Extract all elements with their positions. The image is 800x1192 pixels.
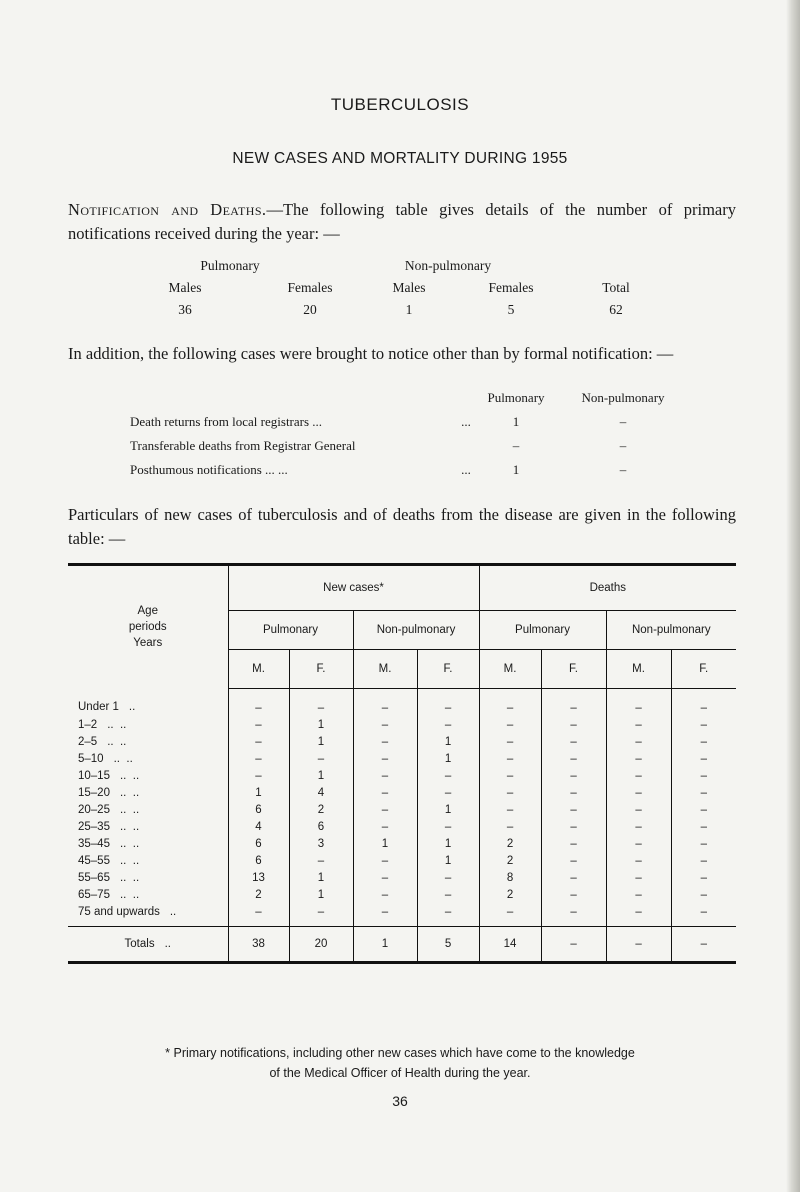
table-cell: – (353, 869, 417, 886)
table-cell: – (606, 886, 671, 903)
age-dots: .. .. (113, 752, 133, 765)
age-dots: .. .. (107, 718, 127, 731)
table-cell: – (479, 716, 541, 733)
other-row-leader: ... (461, 414, 471, 429)
table-cell: – (479, 733, 541, 750)
table-cell: – (289, 750, 353, 767)
age-cell (68, 784, 228, 801)
header-new-nonpulmonary: Non-pulmonary (353, 611, 479, 650)
age-cell (68, 818, 228, 835)
page-title: TUBERCULOSIS (330, 95, 470, 114)
table-cell: 6 (289, 818, 353, 835)
table-cell: – (541, 801, 606, 818)
table-cell: – (228, 903, 289, 927)
table-row (68, 886, 736, 903)
age-label: 5–10 (78, 752, 104, 765)
table-cell: 13 (228, 869, 289, 886)
age-label: 10–15 (78, 769, 110, 782)
paragraph-lead: Notification and Deaths. (68, 200, 267, 219)
page-subtitle: NEW CASES AND MORTALITY DURING 1955 (232, 150, 568, 167)
age-label: 25–35 (78, 820, 110, 833)
header-m: M. (479, 650, 541, 689)
table-row (68, 869, 736, 886)
table-row (68, 818, 736, 835)
table-cell: – (353, 801, 417, 818)
table-cell: – (417, 716, 479, 733)
age-dots: .. .. (119, 820, 140, 833)
header-new-pulmonary: Pulmonary (228, 611, 353, 650)
footnote (0, 1043, 800, 1083)
paragraph-particulars: Particulars of new cases of tuberculosis and of deaths from the disease are given in the following table: — (68, 505, 736, 548)
age-dots: .. .. (119, 803, 140, 816)
table-cell: – (417, 886, 479, 903)
table-cell: 1 (289, 716, 353, 733)
table-cell: 1 (289, 886, 353, 903)
table-cell: – (353, 716, 417, 733)
table-cell: – (671, 733, 736, 750)
table-cell: – (289, 903, 353, 927)
age-header (68, 565, 228, 689)
table-cell: – (228, 733, 289, 750)
col-males-pulmonary: Males (168, 280, 202, 295)
table-cell: 6 (228, 835, 289, 852)
table-cell: – (606, 689, 671, 717)
table-cell: 1 (228, 784, 289, 801)
other-row-nonpulmonary: – (619, 438, 627, 453)
table-cell: 14 (479, 927, 541, 963)
table-row (68, 767, 736, 784)
age-cell (68, 852, 228, 869)
table-cell: – (606, 733, 671, 750)
age-label: 1–2 (78, 718, 98, 731)
age-dots: .. .. (119, 888, 140, 901)
table-cell: – (606, 852, 671, 869)
table-cell: – (606, 784, 671, 801)
table-cell: – (289, 689, 353, 717)
table-row (68, 784, 736, 801)
cases-deaths-table (68, 563, 736, 964)
table-cell: 1 (289, 869, 353, 886)
footnote-line: * Primary notifications, including other new cases which have come to the knowledge (165, 1046, 635, 1060)
age-dots: .. (169, 905, 177, 918)
table-cell: 1 (353, 835, 417, 852)
table-cell: 6 (228, 801, 289, 818)
table-cell: 38 (228, 927, 289, 963)
table-cell: – (353, 852, 417, 869)
table-cell: 2 (289, 801, 353, 818)
value-females-pulmonary: 20 (303, 302, 317, 317)
table-cell: – (671, 750, 736, 767)
table-cell: 20 (289, 927, 353, 963)
page-edge-shadow (786, 0, 800, 1192)
age-label: 2–5 (78, 735, 98, 748)
other-row-nonpulmonary: – (619, 462, 627, 477)
table-row (68, 852, 736, 869)
table-cell: 2 (479, 835, 541, 852)
age-label: 45–55 (78, 854, 110, 867)
other-row-label: Transferable deaths from Registrar General (130, 438, 356, 453)
age-cell (68, 801, 228, 818)
table-cell: – (671, 716, 736, 733)
age-cell (68, 886, 228, 903)
table-cell: – (353, 689, 417, 717)
age-label: 35–45 (78, 837, 110, 850)
age-header-line: periods (128, 621, 167, 634)
table-cell: 6 (228, 852, 289, 869)
header-deaths: Deaths (479, 565, 736, 611)
table-cell: 1 (417, 733, 479, 750)
table-cell: – (541, 733, 606, 750)
age-dots: .. .. (107, 735, 127, 748)
table-cell: – (606, 716, 671, 733)
table-cell: 8 (479, 869, 541, 886)
table-cell: – (289, 852, 353, 869)
age-header-line: Years (133, 637, 163, 650)
paragraph-notification (68, 198, 736, 246)
age-header-line: Age (137, 605, 158, 618)
notifications-summary (150, 258, 670, 324)
table-cell: 2 (228, 886, 289, 903)
header-new-cases: New cases* (228, 565, 479, 611)
other-row-leader: ... (461, 462, 471, 477)
age-dots: .. .. (119, 837, 140, 850)
table-body (68, 689, 736, 963)
table-cell: – (541, 927, 606, 963)
paragraph-other-notice: In addition, the following cases were brought to notice other than by formal notification: — (68, 344, 674, 363)
other-row-label: Posthumous notifications ... ... (130, 462, 288, 477)
header-m: M. (228, 650, 289, 689)
header-deaths-pulmonary: Pulmonary (479, 611, 606, 650)
age-cell (68, 927, 228, 963)
table-row (68, 689, 736, 717)
page-number: 36 (392, 1093, 408, 1109)
paragraph-text: —The following table gives details of the number of primary notifications received during the year: — (68, 200, 736, 243)
other-col-nonpulmonary: Non-pulmonary (581, 390, 665, 405)
table-cell: – (417, 869, 479, 886)
table-cell: 1 (417, 801, 479, 818)
table-cell: – (541, 716, 606, 733)
table-cell: – (353, 903, 417, 927)
table-cell: – (671, 869, 736, 886)
table-cell: – (671, 784, 736, 801)
table-cell: – (479, 689, 541, 717)
table-cell: – (606, 801, 671, 818)
age-label: 20–25 (78, 803, 110, 816)
table-cell: – (541, 818, 606, 835)
col-total: Total (602, 280, 630, 295)
age-cell (68, 689, 228, 717)
table-cell: – (606, 835, 671, 852)
age-cell (68, 750, 228, 767)
table-cell: – (671, 852, 736, 869)
header-deaths-nonpulmonary: Non-pulmonary (606, 611, 736, 650)
age-label: Under 1 (78, 701, 119, 714)
table-cell: 1 (417, 750, 479, 767)
table-cell: – (606, 869, 671, 886)
table-cell: – (541, 835, 606, 852)
table-cell: – (353, 818, 417, 835)
table-cell: – (541, 886, 606, 903)
header-f: F. (541, 650, 606, 689)
table-cell: 1 (289, 733, 353, 750)
group-nonpulmonary: Non-pulmonary (404, 258, 492, 273)
table-row (68, 801, 736, 818)
table-cell: 4 (289, 784, 353, 801)
table-cell: – (353, 784, 417, 801)
table-cell: 1 (417, 835, 479, 852)
table-cell: – (671, 801, 736, 818)
age-cell (68, 733, 228, 750)
table-cell: 1 (353, 927, 417, 963)
table-cell: – (541, 689, 606, 717)
table-row (68, 733, 736, 750)
age-cell (68, 716, 228, 733)
header-m: M. (353, 650, 417, 689)
table-cell: – (671, 835, 736, 852)
age-dots: .. .. (119, 871, 140, 884)
age-dots: .. (128, 701, 136, 714)
other-row-nonpulmonary: – (619, 414, 627, 429)
table-cell: – (228, 716, 289, 733)
age-label: 55–65 (78, 871, 110, 884)
group-pulmonary: Pulmonary (200, 258, 260, 273)
table-cell: 5 (417, 927, 479, 963)
age-label: 15–20 (78, 786, 110, 799)
age-dots: .. .. (119, 786, 140, 799)
table-cell: – (671, 903, 736, 927)
table-cell: – (479, 767, 541, 784)
table-cell: – (228, 767, 289, 784)
header-m: M. (606, 650, 671, 689)
table-cell: – (606, 927, 671, 963)
other-col-pulmonary: Pulmonary (487, 390, 545, 405)
age-dots: .. (164, 938, 171, 950)
value-females-nonpulmonary: 5 (507, 302, 515, 317)
table-cell: – (671, 886, 736, 903)
table-cell: – (417, 767, 479, 784)
value-total: 62 (609, 302, 623, 317)
table-cell: 2 (479, 852, 541, 869)
other-row-pulmonary: 1 (512, 414, 520, 429)
col-females-pulmonary: Females (287, 280, 333, 295)
age-cell (68, 767, 228, 784)
table-cell: – (353, 767, 417, 784)
table-cell: – (671, 818, 736, 835)
table-cell: – (671, 927, 736, 963)
age-dots: .. .. (119, 854, 140, 867)
table-cell: – (606, 818, 671, 835)
header-f: F. (671, 650, 736, 689)
table-cell: 1 (417, 852, 479, 869)
table-cell: – (353, 886, 417, 903)
value-males-nonpulmonary: 1 (405, 302, 413, 317)
table-cell: – (541, 784, 606, 801)
age-cell (68, 869, 228, 886)
table-cell: – (541, 869, 606, 886)
table-row (68, 716, 736, 733)
table-cell: – (353, 750, 417, 767)
age-cell (68, 835, 228, 852)
age-label: Totals (124, 938, 155, 950)
other-row-pulmonary: 1 (512, 462, 520, 477)
table-cell: – (479, 801, 541, 818)
table-cell: 3 (289, 835, 353, 852)
col-females-nonpulmonary: Females (488, 280, 534, 295)
age-label: 65–75 (78, 888, 110, 901)
table-cell: – (606, 750, 671, 767)
table-cell: 2 (479, 886, 541, 903)
table-row (68, 903, 736, 927)
age-label: 75 and upwards (78, 905, 160, 918)
table-cell: – (353, 733, 417, 750)
other-row-pulmonary: – (512, 438, 520, 453)
table-cell: – (417, 818, 479, 835)
age-cell (68, 903, 228, 927)
table-cell: – (606, 767, 671, 784)
table-cell: – (417, 689, 479, 717)
header-f: F. (417, 650, 479, 689)
other-notice-table (130, 390, 710, 486)
header-f: F. (289, 650, 353, 689)
totals-row (68, 927, 736, 963)
table-cell: – (479, 903, 541, 927)
value-males-pulmonary: 36 (178, 302, 192, 317)
footnote-line: of the Medical Officer of Health during the year. (269, 1066, 531, 1080)
table-row (68, 750, 736, 767)
table-cell: – (479, 750, 541, 767)
table-cell: – (541, 750, 606, 767)
table-cell: 4 (228, 818, 289, 835)
table-cell: – (541, 767, 606, 784)
age-dots: .. .. (119, 769, 140, 782)
table-cell: – (479, 784, 541, 801)
table-cell: – (479, 818, 541, 835)
table-cell: 1 (289, 767, 353, 784)
table-cell: – (417, 784, 479, 801)
table-cell: – (671, 689, 736, 717)
table-cell: – (606, 903, 671, 927)
table-cell: – (671, 767, 736, 784)
table-cell: – (541, 903, 606, 927)
table-cell: – (541, 852, 606, 869)
other-row-label: Death returns from local registrars ... (130, 414, 323, 429)
table-cell: – (417, 903, 479, 927)
table-row (68, 835, 736, 852)
table-cell: – (228, 689, 289, 717)
table-cell: – (228, 750, 289, 767)
col-males-nonpulmonary: Males (392, 280, 426, 295)
